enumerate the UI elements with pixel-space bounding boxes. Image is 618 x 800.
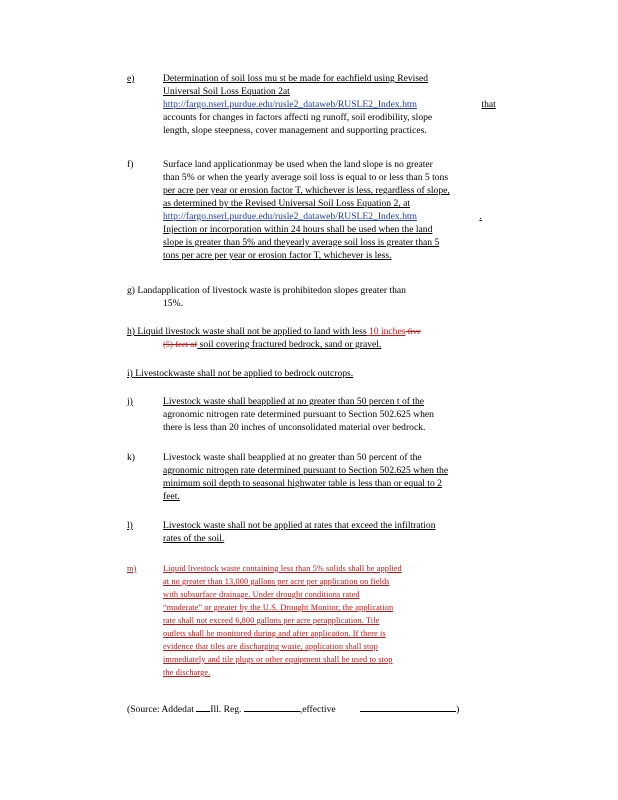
item-h-line-2 — [127, 338, 527, 351]
rusle2-link-2[interactable]: http://fargo.nserl.purdue.edu/rusle2_dataweb/RUSLE2_Index.htm — [163, 211, 418, 222]
item-f-line-6: Injection or incorporation within 24 hours shall be used when the land — [163, 224, 433, 235]
item-h-line-1 — [127, 325, 527, 338]
item-j — [127, 395, 527, 435]
item-l-label: l) — [127, 520, 133, 531]
item-m-line-2: at no greater than 13,000 gallons per acre per application on fields — [163, 577, 390, 586]
item-h-text-1: livestock waste shall not be applied to land with less — [162, 326, 367, 337]
item-f-line-7: slope is greater than 5% and theyearly average soil loss is greater than 5 — [163, 237, 440, 248]
item-e-line-5: length, slope steepness, cover management and supporting practices. — [163, 125, 427, 136]
effective-date-blank — [360, 701, 456, 712]
item-j-line-3: there is less than 20 inches of unconsolidated material over bedrock. — [163, 422, 426, 433]
item-m-line-1: Liquid livestock waste containing less than 5% solids shall be applied — [163, 564, 402, 573]
item-e — [127, 72, 527, 152]
item-h-inserted-text: 10 inches — [366, 326, 406, 337]
item-j-line-1: Livestock waste shall beapplied at no greater than 50 percen t of the — [163, 396, 425, 407]
item-j-line-2: agronomic nitrogen rate determined pursuant to Section 502.625 when — [163, 409, 434, 420]
item-m-line-9: the discharge. — [163, 668, 211, 677]
item-h-struck-text: five — [405, 327, 421, 336]
item-f-line-5 — [163, 210, 525, 223]
item-f-line-8: tons per acre per year or erosion factor T, whichever is less. — [163, 250, 392, 261]
item-m-line-3: with subsurface drainage. Under drought conditions rated — [163, 590, 360, 599]
register-page-blank — [244, 701, 300, 712]
item-m-line-8: immediately and tile plugs or other equipment shall be used to stop — [163, 655, 393, 664]
item-h — [127, 325, 527, 353]
volume-blank — [196, 701, 210, 712]
item-g — [127, 284, 527, 312]
item-f-line-5-tail: . — [479, 211, 482, 222]
item-k — [127, 451, 527, 505]
source-note — [127, 701, 459, 716]
item-e-line-3-tail: that — [481, 99, 496, 110]
rusle2-link[interactable]: http://fargo.nserl.purdue.edu/rusle2_dataweb/RUSLE2_Index.htm — [163, 99, 418, 110]
item-f-line-4: as determined by the Revised Universal Soil Loss Equation 2, at — [163, 198, 410, 209]
item-l-line-1: Livestock waste shall not be applied at rates that exceed the infiltration — [163, 520, 436, 531]
item-e-line-1: Determination of soil loss mu st be made for eachfield using Revised — [163, 73, 429, 84]
item-h-label: h) Liquid — [127, 326, 163, 337]
item-k-line-1: Livestock waste shall beapplied at no greater than 50 percent of the — [163, 452, 422, 463]
item-i — [127, 367, 527, 381]
item-g-line-2: 15%. — [163, 298, 183, 309]
item-k-line-2: agronomic nitrogen rate determined pursuant to Section 502.625 when the — [163, 465, 449, 476]
item-j-label: j) — [127, 396, 133, 407]
source-prefix: (Source: Addedat — [127, 704, 194, 715]
item-e-line-3 — [163, 98, 525, 111]
item-f-line-2: than 5% or when the yearly average soil loss is equal to or less than 5 tons — [163, 172, 449, 183]
source-reg: Ill. Reg. — [210, 704, 242, 715]
item-m-label: m) — [127, 564, 137, 573]
item-i-line: i) Livestockwaste shall not be applied to bedrock outcrops. — [127, 368, 354, 379]
item-k-line-3: minimum soil depth to seasonal highwater table is less than or equal to 2 — [163, 478, 442, 489]
item-m-line-5: rate shall not exceed 6,800 gallons per acre perapplication. Tile — [163, 616, 380, 625]
item-h-text-2: soil covering fractured bedrock, sand or gravel. — [197, 339, 382, 350]
source-effective: ,effective — [299, 704, 336, 715]
item-f — [127, 158, 527, 278]
item-f-line-1: Surface land applicationmay be used when the land slope is no greater — [163, 159, 433, 170]
item-f-label: f) — [127, 159, 134, 170]
item-m-line-7: evidence that tiles are discharging waste, application shall stop — [163, 642, 378, 651]
item-f-line-3: per acre per year or erosion factor T, whichever is less, regardless of slope, — [163, 185, 450, 196]
item-k-line-4: feet. — [163, 491, 180, 502]
item-l — [127, 519, 527, 547]
item-m — [127, 562, 527, 690]
item-l-line-2: rates of the soil. — [163, 533, 225, 544]
source-close: ) — [456, 704, 460, 715]
item-e-label: e) — [127, 73, 135, 84]
item-m-line-4: “moderate” or greater by the U.S. Drought Monitor, the application — [163, 603, 394, 612]
item-h-struck-feet: (5) feet of — [163, 340, 198, 349]
item-k-label: k) — [127, 452, 135, 463]
item-e-line-2: Universal Soil Loss Equation 2at — [163, 86, 290, 97]
item-e-line-4: accounts for changes in factors affecti ng runoff, soil erodibility, slope — [163, 112, 433, 123]
item-g-line-1: g) Landapplication of livestock waste is prohibitedon slopes greater than — [127, 285, 406, 296]
item-m-line-6: outlets shall be monitored during and after application. If there is — [163, 629, 386, 638]
